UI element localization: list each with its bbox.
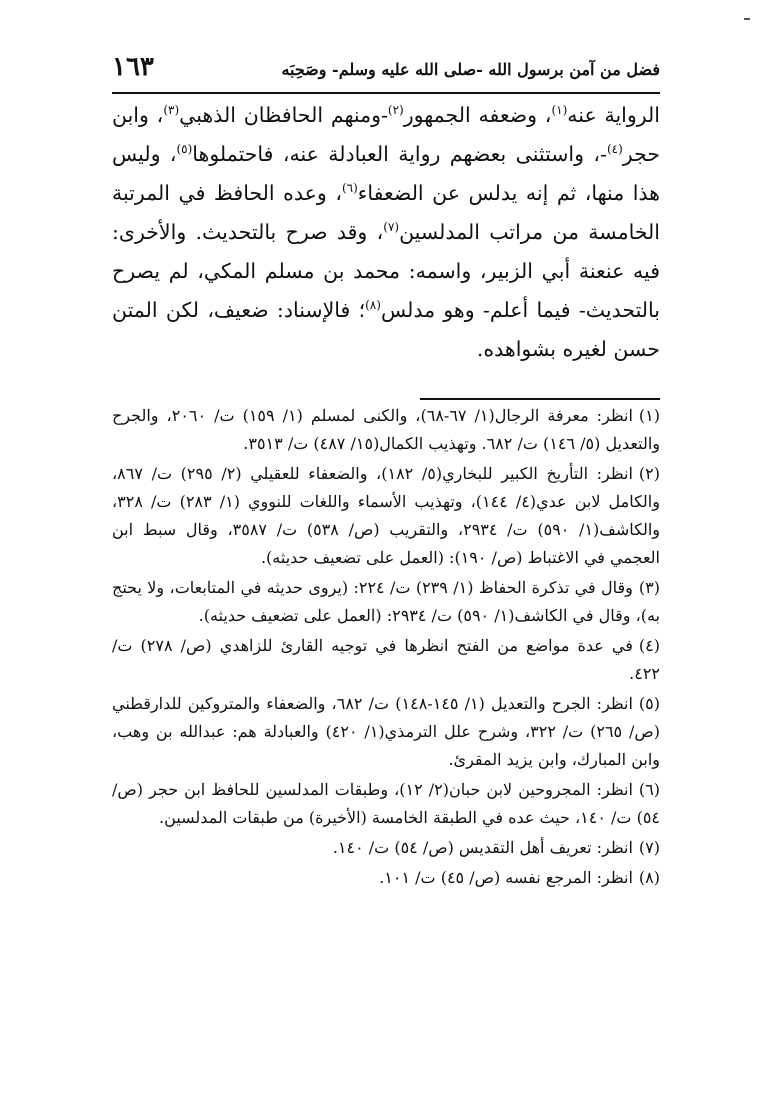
footnote-ref: (٣) xyxy=(163,103,180,118)
footnote-ref: (٤) xyxy=(606,142,623,157)
footnote-text: انظر: المرجع نفسه (ص/ ٤٥) ت/ ١٠١. xyxy=(379,868,633,887)
footnote-text: انظر: معرفة الرجال(١/ ٦٧-٦٨)، والكنى لمسلم (١/ ١٥٩) ت/ ٢٠٦٠، والجرح والتعديل (٥/ ١٤٦) ت/ ٦٨٢. وتهذيب الكمال(١٥/ ٤٨٧) ت/ ٣٥١٣. xyxy=(112,406,660,453)
footnote xyxy=(112,402,660,458)
footnote xyxy=(112,834,660,862)
footnote-separator xyxy=(420,398,660,400)
footnote xyxy=(112,460,660,572)
text-segment: الرواية عنه xyxy=(567,103,660,127)
footnote-number: (٨) xyxy=(638,868,660,887)
footnote-text: وقال في تذكرة الحفاظ (١/ ٢٣٩) ت/ ٢٢٤: (يروى حديثه في المتابعات، ولا يحتج به)، وقال في الكاشف(١/ ٥٩٠) ت/ ٢٩٣٤: (العمل على تضعيف حديثه). xyxy=(112,578,660,625)
footnote xyxy=(112,864,660,892)
footnote-number: (٢) xyxy=(638,464,660,483)
text-segment: ، وقد صرح بالتحديث. والأخرى: فيه عنعنة أبي الزبير، واسمه: محمد بن مسلم المكي، لم يصرح بالتحديث- فيما أعلم- وهو مدلس xyxy=(112,220,660,322)
text-segment: ؛ فالإسناد: ضعيف، لكن المتن حسن لغيره بشواهده. xyxy=(112,298,660,361)
footnote-ref: (٦) xyxy=(341,181,358,196)
footnote-ref: (٥) xyxy=(176,142,193,157)
text-segment: ، وابن حجر xyxy=(112,103,660,166)
footnote-number: (١) xyxy=(638,406,661,425)
page-header xyxy=(112,50,660,94)
page-number: ١٦٣ xyxy=(112,52,154,82)
footnote-text: انظر: المجروحين لابن حبان(٢/ ١٢)، وطبقات المدلسين للحافظ ابن حجر (ص/ ٥٤) ت/ ١٤٠، حيث عده في الطبقة الخامسة (الأخيرة) من طبقات المدلسين. xyxy=(112,780,660,827)
footnote xyxy=(112,632,660,688)
footnotes xyxy=(112,402,660,894)
text-segment: -ومنهم الحافظان الذهبي xyxy=(179,103,388,127)
text-segment: -، واستثنى بعضهم رواية العبادلة عنه، فاحتملوها xyxy=(192,142,607,166)
footnote xyxy=(112,690,660,774)
footnote-number: (٣) xyxy=(638,578,660,597)
footnote xyxy=(112,574,660,630)
running-title: فضل من آمن برسول الله -صلى الله عليه وسلم- وصَحِبَه xyxy=(281,60,660,79)
text-segment: ، وليس هذا منها، ثم إنه يدلس عن الضعفاء xyxy=(112,142,660,205)
footnote-text: انظر: تعريف أهل التقديس (ص/ ٥٤) ت/ ١٤٠. xyxy=(332,838,633,857)
footnote-text: انظر: الجرح والتعديل (١/ ١٤٥-١٤٨) ت/ ٦٨٢، والضعفاء والمتروكين للدارقطني (ص/ ٢٦٥) ت/ ٣٢٢، وشرح علل الترمذي(١/ ٤٢٠) والعبادلة هم: عبدالله بن وهب، وابن المبارك، وابن يزيد المقرئ. xyxy=(112,694,660,769)
scan-mark xyxy=(744,18,750,20)
text-segment: ، وضعفه الجمهور xyxy=(403,103,552,127)
footnote-number: (٦) xyxy=(638,780,660,799)
footnote-ref: (٨) xyxy=(365,298,381,313)
footnote-ref: (٧) xyxy=(383,220,400,235)
main-paragraph xyxy=(112,96,660,369)
footnote-number: (٧) xyxy=(638,838,660,857)
footnote-number: (٤) xyxy=(638,636,661,655)
footnote-number: (٥) xyxy=(638,694,661,713)
footnote-text: انظر: التأريخ الكبير للبخاري(٥/ ١٨٢)، والضعفاء للعقيلي (٢/ ٢٩٥) ت/ ٨٦٧، والكامل لابن عدي(٤/ ١٤٤)، وتهذيب الأسماء واللغات للنووي (١/ ٢٨٣) ت/ ٣٢٨، والكاشف(١/ ٥٩٠) ت/ ٢٩٣٤، والتقريب (ص/ ٥٣٨) ت/ ٣٥٨٧، وقال سبط ابن العجمي في الاغتباط (ص/ ١٩٠): (العمل على تضعيف حديثه). xyxy=(112,464,660,567)
footnote xyxy=(112,776,660,832)
footnote-text: في عدة مواضع من الفتح انظرها في توجيه القارئ للزاهدي (ص/ ٢٧٨) ت/ ٤٢٢. xyxy=(112,636,660,683)
footnote-ref: (١) xyxy=(551,103,568,118)
text-segment: ، وعده الحافظ في المرتبة الخامسة من مراتب المدلسين xyxy=(112,181,660,244)
main-text xyxy=(112,96,660,369)
footnote-ref: (٢) xyxy=(387,103,404,118)
